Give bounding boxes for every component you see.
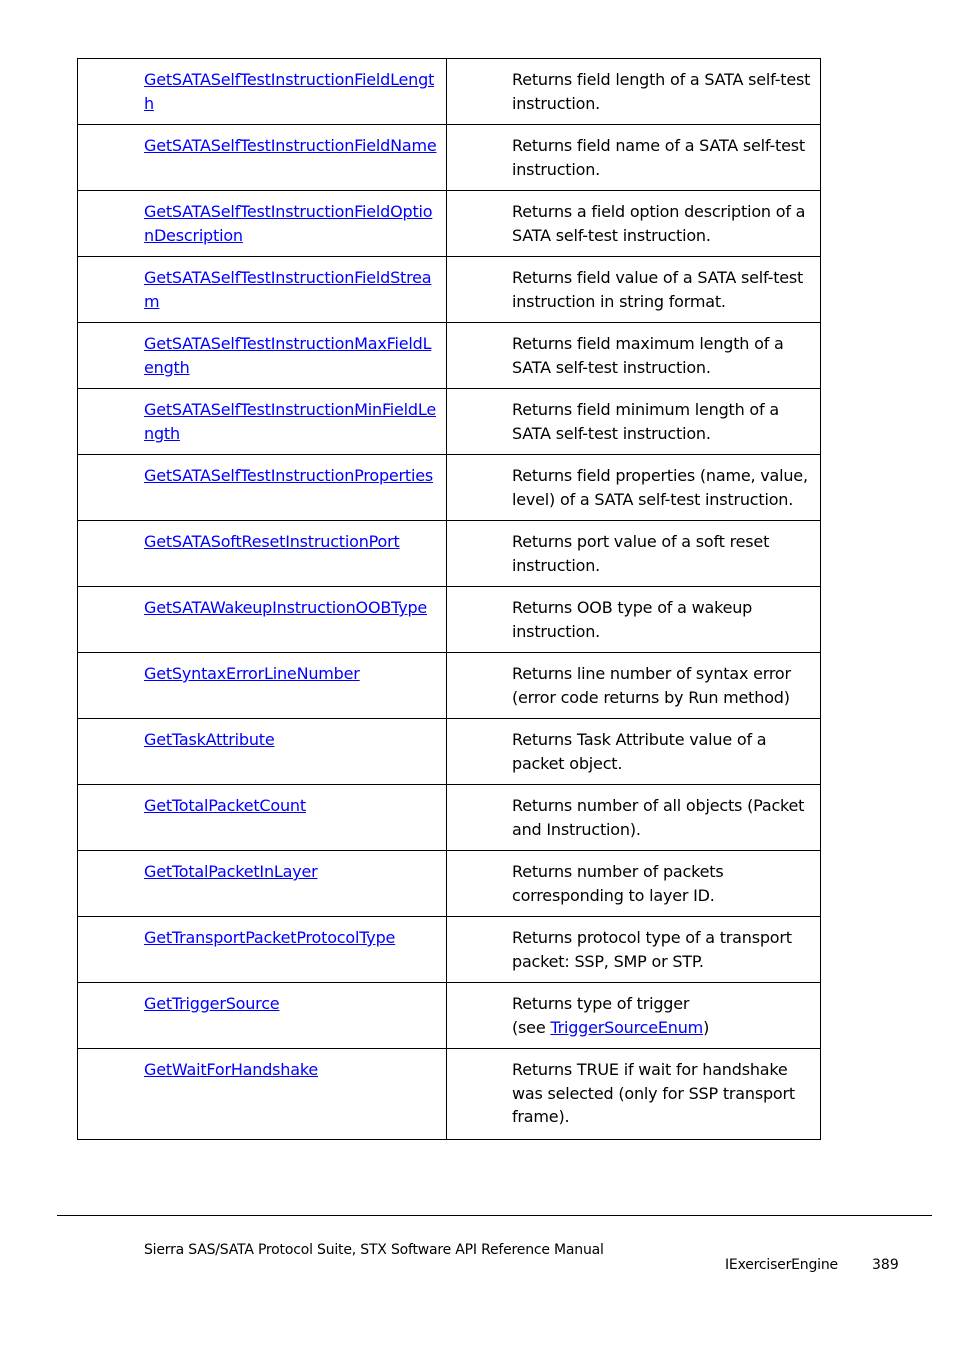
table-row xyxy=(78,59,821,125)
table-row xyxy=(78,125,821,191)
method-link[interactable]: GetSATASelfTestInstructionFieldOptionDescription xyxy=(144,202,433,245)
method-description: Returns OOB type of a wakeup instruction. xyxy=(447,587,821,653)
method-description: Returns number of all objects (Packet and Instruction). xyxy=(447,785,821,851)
method-name-cell xyxy=(78,257,447,323)
table-row xyxy=(78,323,821,389)
method-description: Returns field maximum length of a SATA self-test instruction. xyxy=(447,323,821,389)
method-name-cell xyxy=(78,455,447,521)
method-link[interactable]: GetTriggerSource xyxy=(144,994,280,1013)
method-link[interactable]: GetSATASelfTestInstructionFieldName xyxy=(144,136,437,155)
table-row xyxy=(78,587,821,653)
method-description: Returns Task Attribute value of a packet object. xyxy=(447,719,821,785)
method-link[interactable]: GetTaskAttribute xyxy=(144,730,275,749)
method-link[interactable]: GetSATASelfTestInstructionProperties xyxy=(144,466,434,485)
method-name-cell xyxy=(78,785,447,851)
page-number: 389 xyxy=(872,1257,899,1273)
method-description: Returns number of packets corresponding to layer ID. xyxy=(447,851,821,917)
method-name-cell xyxy=(78,587,447,653)
table-row xyxy=(78,389,821,455)
method-link[interactable]: GetSATASelfTestInstructionFieldStream xyxy=(144,268,432,311)
method-link[interactable]: GetWaitForHandshake xyxy=(144,1060,318,1079)
method-description: Returns field minimum length of a SATA self-test instruction. xyxy=(447,389,821,455)
method-name-cell xyxy=(78,653,447,719)
footer-section-name: IExerciserEngine xyxy=(725,1257,838,1273)
method-name-cell xyxy=(78,323,447,389)
method-link[interactable]: GetSyntaxErrorLineNumber xyxy=(144,664,360,683)
method-name-cell xyxy=(78,389,447,455)
trigger-source-enum-link[interactable]: TriggerSourceEnum xyxy=(550,1017,704,1037)
table-row xyxy=(78,455,821,521)
method-name-cell xyxy=(78,851,447,917)
method-name-cell xyxy=(78,917,447,983)
method-name-cell xyxy=(78,719,447,785)
table-row xyxy=(78,851,821,917)
method-description: Returns field length of a SATA self-test instruction. xyxy=(447,59,821,125)
table-row xyxy=(78,983,821,1049)
method-link[interactable]: GetSATAWakeupInstructionOOBType xyxy=(144,598,428,617)
method-description: Returns field properties (name, value, level) of a SATA self-test instruction. xyxy=(447,455,821,521)
method-description: Returns field name of a SATA self-test instruction. xyxy=(447,125,821,191)
table-row xyxy=(78,521,821,587)
description-text: Returns type of trigger xyxy=(512,994,690,1013)
method-name-cell xyxy=(78,125,447,191)
table-row xyxy=(78,719,821,785)
method-name-cell xyxy=(78,191,447,257)
table-row xyxy=(78,1049,821,1140)
method-name-cell xyxy=(78,521,447,587)
method-link[interactable]: GetSATASoftResetInstructionPort xyxy=(144,532,400,551)
method-link[interactable]: GetTotalPacketCount xyxy=(144,796,306,815)
method-description: Returns port value of a soft reset instruction. xyxy=(447,521,821,587)
api-method-table xyxy=(77,58,821,1140)
description-text: (see xyxy=(512,1017,551,1037)
description-text: ) xyxy=(703,1017,710,1037)
table-row xyxy=(78,653,821,719)
method-description: Returns a field option description of a SATA self-test instruction. xyxy=(447,191,821,257)
method-name-cell xyxy=(78,59,447,125)
method-name-cell xyxy=(78,983,447,1049)
method-link[interactable]: GetTotalPacketInLayer xyxy=(144,862,318,881)
method-description: Returns field value of a SATA self-test instruction in string format. xyxy=(447,257,821,323)
method-description: Returns line number of syntax error (error code returns by Run method) xyxy=(447,653,821,719)
table-row xyxy=(78,257,821,323)
footer-divider xyxy=(57,1215,932,1216)
footer-title: Sierra SAS/SATA Protocol Suite, STX Software API Reference Manual xyxy=(144,1242,604,1258)
method-description: Returns protocol type of a transport packet: SSP, SMP or STP. xyxy=(447,917,821,983)
table-row xyxy=(78,785,821,851)
method-description xyxy=(447,983,821,1049)
method-link[interactable]: GetSATASelfTestInstructionFieldLength xyxy=(144,70,435,113)
method-link[interactable]: GetSATASelfTestInstructionMaxFieldLength xyxy=(144,334,432,377)
table-row xyxy=(78,191,821,257)
method-link[interactable]: GetSATASelfTestInstructionMinFieldLength xyxy=(144,400,436,443)
table-row xyxy=(78,917,821,983)
method-name-cell xyxy=(78,1049,447,1140)
method-link[interactable]: GetTransportPacketProtocolType xyxy=(144,928,396,947)
method-description: Returns TRUE if wait for handshake was selected (only for SSP transport frame). xyxy=(447,1049,821,1140)
